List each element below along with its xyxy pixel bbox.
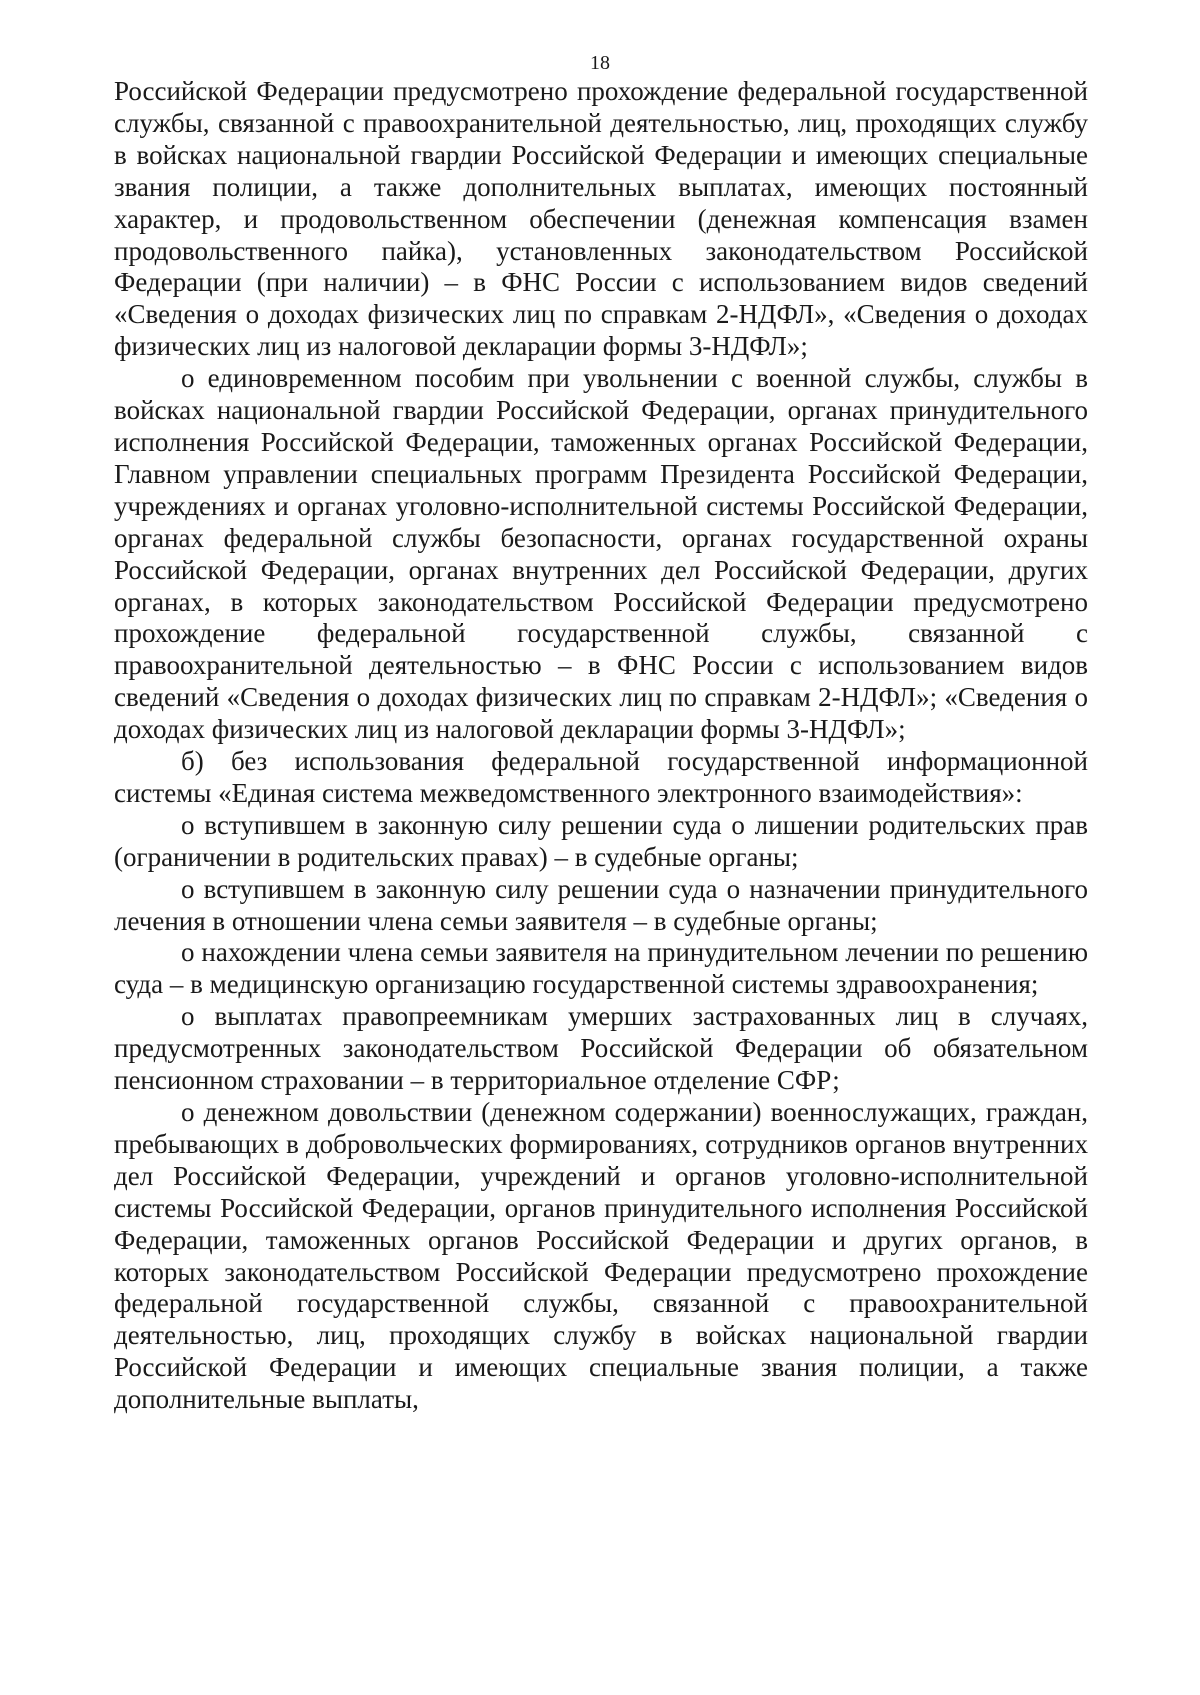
paragraph-monetary-allowance: о денежном довольствии (денежном содержании) военнослужащих, граждан, пребывающих в добровольческих формированиях, сотрудников органов внутренних дел Российской Федерации, учреждений и органов уголовно-исполнительной системы Российской Федерации, органов принудительного исполнения Российской Федерации, таможенных органов Российской Федерации и других органов, в которых законодательством Российской Федерации предусмотрено прохождение федеральной государственной службы, связанной с правоохранительной деятельностью, лиц, проходящих службу в войсках национальной гвардии Российской Федерации и имеющих специальные звания полиции, а также дополнительные выплаты, bbox=[114, 1097, 1088, 1415]
paragraph-compulsory-treatment-order: о вступившем в законную силу решении суда о назначении принудительного лечения в отношении члена семьи заявителя – в судебные органы; bbox=[114, 873, 1088, 936]
document-body bbox=[114, 76, 1088, 1416]
paragraph-without-smev: б) без использования федеральной государственной информационной системы «Единая система межведомственного электронного взаимодействия»: bbox=[114, 746, 1088, 808]
paragraph-compulsory-treatment-stay: о нахождении члена семьи заявителя на принудительном лечении по решению суда – в медицинскую организацию государственной системы здравоохранения; bbox=[114, 937, 1088, 1000]
paragraph-parental-rights: о вступившем в законную силу решении суда о лишении родительских прав (ограничении в родительских правах) – в судебные органы; bbox=[114, 809, 1088, 872]
paragraph-income-continuation: Российской Федерации предусмотрено прохождение федеральной государственной службы, связанной с правоохранительной деятельностью, лиц, проходящих службу в войсках национальной гвардии Российской Федерации и имеющих специальные звания полиции, а также дополнительных выплатах, имеющих постоянный характер, и продовольственном обеспечении (денежная компенсация взамен продовольственного пайка), установленных законодательством Российской Федерации (при наличии) – в ФНС России с использованием видов сведений «Сведения о доходах физических лиц по справкам 2-НДФЛ», «Сведения о доходах физических лиц из налоговой декларации формы 3-НДФЛ»; bbox=[114, 76, 1088, 362]
paragraph-lump-sum-allowance: о единовременном пособим при увольнении с военной службы, службы в войсках национальной гвардии Российской Федерации, органах принудительного исполнения Российской Федерации, таможенных органах Российской Федерации, Главном управлении специальных программ Президента Российской Федерации, учреждениях и органах уголовно-исполнительной системы Российской Федерации, органах федеральной службы безопасности, органах государственной охраны Российской Федерации, органах внутренних дел Российской Федерации, других органах, в которых законодательством Российской Федерации предусмотрено прохождение федеральной государственной службы, связанной с правоохранительной деятельностью – в ФНС России с использованием видов сведений «Сведения о доходах физических лиц по справкам 2-НДФЛ»; «Сведения о доходах физических лиц из налоговой декларации формы 3-НДФЛ»; bbox=[114, 363, 1088, 745]
page-number: 18 bbox=[590, 52, 610, 74]
paragraph-successor-payments: о выплатах правопреемникам умерших застрахованных лиц в случаях, предусмотренных законодательством Российской Федерации об обязательном пенсионном страховании – в территориальное отделение СФР; bbox=[114, 1001, 1088, 1096]
